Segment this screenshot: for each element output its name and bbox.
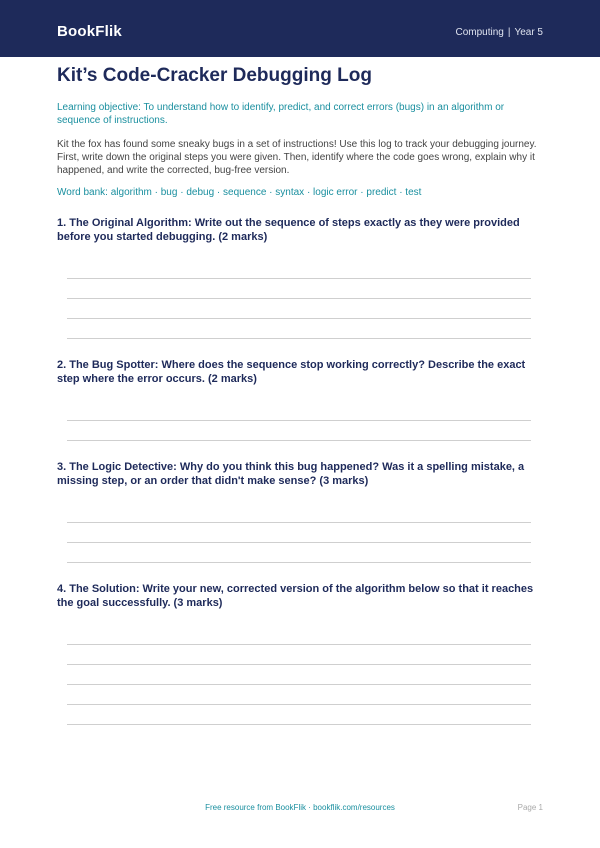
learning-objective: Learning objective: To understand how to identify, predict, and correct errors (bugs) in an algorithm or sequence of instructions. — [57, 102, 505, 126]
intro-text: Kit the fox has found some sneaky bugs in a set of instructions! Use this log to track your debugging journey. First, write down the original steps you were given. Then, identify where the code goes wrong, explain why it happened, and write the corrected, bug-free version. — [57, 139, 537, 176]
header-meta — [455, 27, 543, 38]
answer-line[interactable] — [67, 440, 531, 441]
answer-line[interactable] — [67, 542, 531, 543]
page-header — [0, 0, 600, 57]
answer-line[interactable] — [67, 278, 531, 279]
answer-line[interactable] — [67, 420, 531, 421]
meta-separator: | — [507, 27, 511, 38]
answer-line[interactable] — [67, 684, 531, 685]
question-4: 4. The Solution: Write your new, corrected version of the algorithm below so that it reaches the goal successfully. (3 marks) — [57, 583, 534, 609]
page-number: Page 1 — [517, 803, 543, 812]
answer-line[interactable] — [67, 318, 531, 319]
answer-line[interactable] — [67, 562, 531, 563]
question-3: 3. The Logic Detective: Why do you think this bug happened? Was it a spelling mistake, a missing step, or an order that didn't make sense? (3 marks) — [57, 461, 525, 487]
brand-logo: BookFlik — [57, 23, 122, 40]
subject-label: Computing — [455, 27, 504, 38]
answer-line[interactable] — [67, 644, 531, 645]
word-bank: Word bank: algorithm · bug · debug · sequence · syntax · logic error · predict · test — [57, 187, 422, 198]
year-label: Year 5 — [514, 27, 543, 38]
footer-resource: Free resource from BookFlik · bookflik.com/resources — [205, 803, 395, 812]
answer-line[interactable] — [67, 522, 531, 523]
question-2: 2. The Bug Spotter: Where does the sequence stop working correctly? Describe the exact step where the error occurs. (2 marks) — [57, 359, 526, 385]
question-1: 1. The Original Algorithm: Write out the sequence of steps exactly as they were provided before you started debugging. (2 marks) — [57, 217, 520, 243]
answer-line[interactable] — [67, 338, 531, 339]
answer-line[interactable] — [67, 298, 531, 299]
answer-line[interactable] — [67, 704, 531, 705]
page-title: Kit’s Code-Cracker Debugging Log — [57, 65, 372, 86]
answer-line[interactable] — [67, 724, 531, 725]
answer-line[interactable] — [67, 664, 531, 665]
